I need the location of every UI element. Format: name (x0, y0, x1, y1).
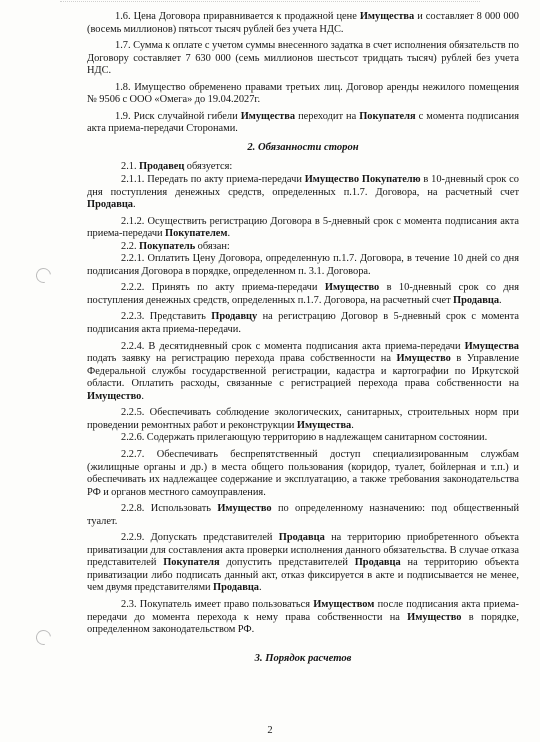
page-number: 2 (267, 725, 273, 736)
document-body (87, 11, 519, 672)
clause-2-2-3: 2.2.3. Представить Продавцу на регистрацию Договор в 5-дневный срок с момента подписания акта приема-передачи. (87, 311, 520, 336)
clause-1-8: 1.8. Имущество обременено правами третьих лиц. Договор аренды нежилого помещения № 9506 с ООО «Омега» до 19.04.2027г. (87, 81, 519, 106)
clause-2-2-4: 2.2.4. В десятидневный срок с момента подписания акта приема-передачи Имущества подать заявку на регистрацию перехода права собственности на Имущество в Управление Федеральной службы государственной регистрации, кадастра и картографии по Иркутской области. Оплатить расходы, связанные с регистрацией перехода права собственности на Имущество. (87, 340, 520, 402)
clause-1-6: 1.6. Цена Договора приравнивается к продажной цене Имущества и составляет 8 000 000 (восемь миллионов) пятьсот тысяч рублей без учета НДС. (87, 11, 520, 35)
section-2-title: 2. Обязанности сторон (247, 141, 359, 153)
clause-2-2-2: 2.2.2. Принять по акту приема-передачи Имущество в 10-дневный срок со дня поступления денежных средств, определенных п.1.7. Договора, на расчетный счет Продавца. (87, 282, 519, 306)
clause-2-2-9: 2.2.9. Допускать представителей Продавца на территорию приобретенного объекта приватизации для составления акта проверки исполнения данного обязательства. В случае отказа представителей Покупателя допустить представителей Продавца на территорию объекта приватизации либо подписать данный акт, отказ фиксируется в акте и подписывается не менее, чем двумя представителями Продавца. (87, 532, 519, 594)
clause-2-1-2: 2.1.2. Осуществить регистрацию Договора в 5-дневный срок с момента подписания акта приема-передачи Покупателем. (87, 215, 519, 240)
punch-hole-mark (33, 627, 54, 648)
clause-2-1-1: 2.1.1. Передать по акту приема-передачи Имущество Покупателю в 10-дневный срок со дня поступления денежных средств, определенных п.1.7. Договора, на расчетный счет Продавца. (87, 174, 519, 211)
clause-2-2: 2.2. Покупатель обязан: (121, 240, 230, 252)
clause-2-2-5: 2.2.5. Обеспечивать соблюдение экологических, санитарных, строительных норм при проведении ремонтных работ и реконструкции Имущества. (87, 407, 519, 431)
clause-2-1: 2.1. Продавец обязуется: (121, 161, 233, 173)
clause-2-2-8: 2.2.8. Использовать Имущество по определенному назначению: под общественный туалет. (87, 503, 520, 527)
clause-2-2-7: 2.2.7. Обеспечивать беспрепятственный доступ специализированным службам (жилищные органы и др.) в места общего пользования (коридор, туалет, бойлерная и т.п.) и обеспечивать их надлежащее содержание и эксплуатацию, а также требования законодательства РФ и органов местного самоуправления. (87, 448, 519, 498)
scan-artifact (60, 1, 480, 7)
clause-1-7: 1.7. Сумма к оплате с учетом суммы внесенного задатка в счет исполнения обязательств по Договору составляет 7 630 000 (семь миллионов шестьсот тридцать тысяч) рублей без учета НДС. (87, 40, 519, 77)
clause-2-2-6: 2.2.6. Содержать прилегающую территорию в надлежащем санитарном состоянии. (121, 432, 488, 444)
clause-2-3: 2.3. Покупатель имеет право пользоваться Имуществом после подписания акта приема-передачи до момента перехода к нему права собственности на Имущество в порядке, определенном законодательством РФ. (87, 598, 520, 636)
section-3-title: 3. Порядок расчетов (254, 652, 352, 664)
punch-hole-mark (33, 265, 54, 286)
clause-1-9: 1.9. Риск случайной гибели Имущества переходит на Покупателя с момента подписания акта приема-передачи Сторонами. (87, 110, 519, 135)
clause-2-2-1: 2.2.1. Оплатить Цену Договора, определенную п.1.7. Договора, в течение 10 дней со дня подписания Договора в порядке, определенном п. 3.1. Договора. (87, 253, 519, 277)
